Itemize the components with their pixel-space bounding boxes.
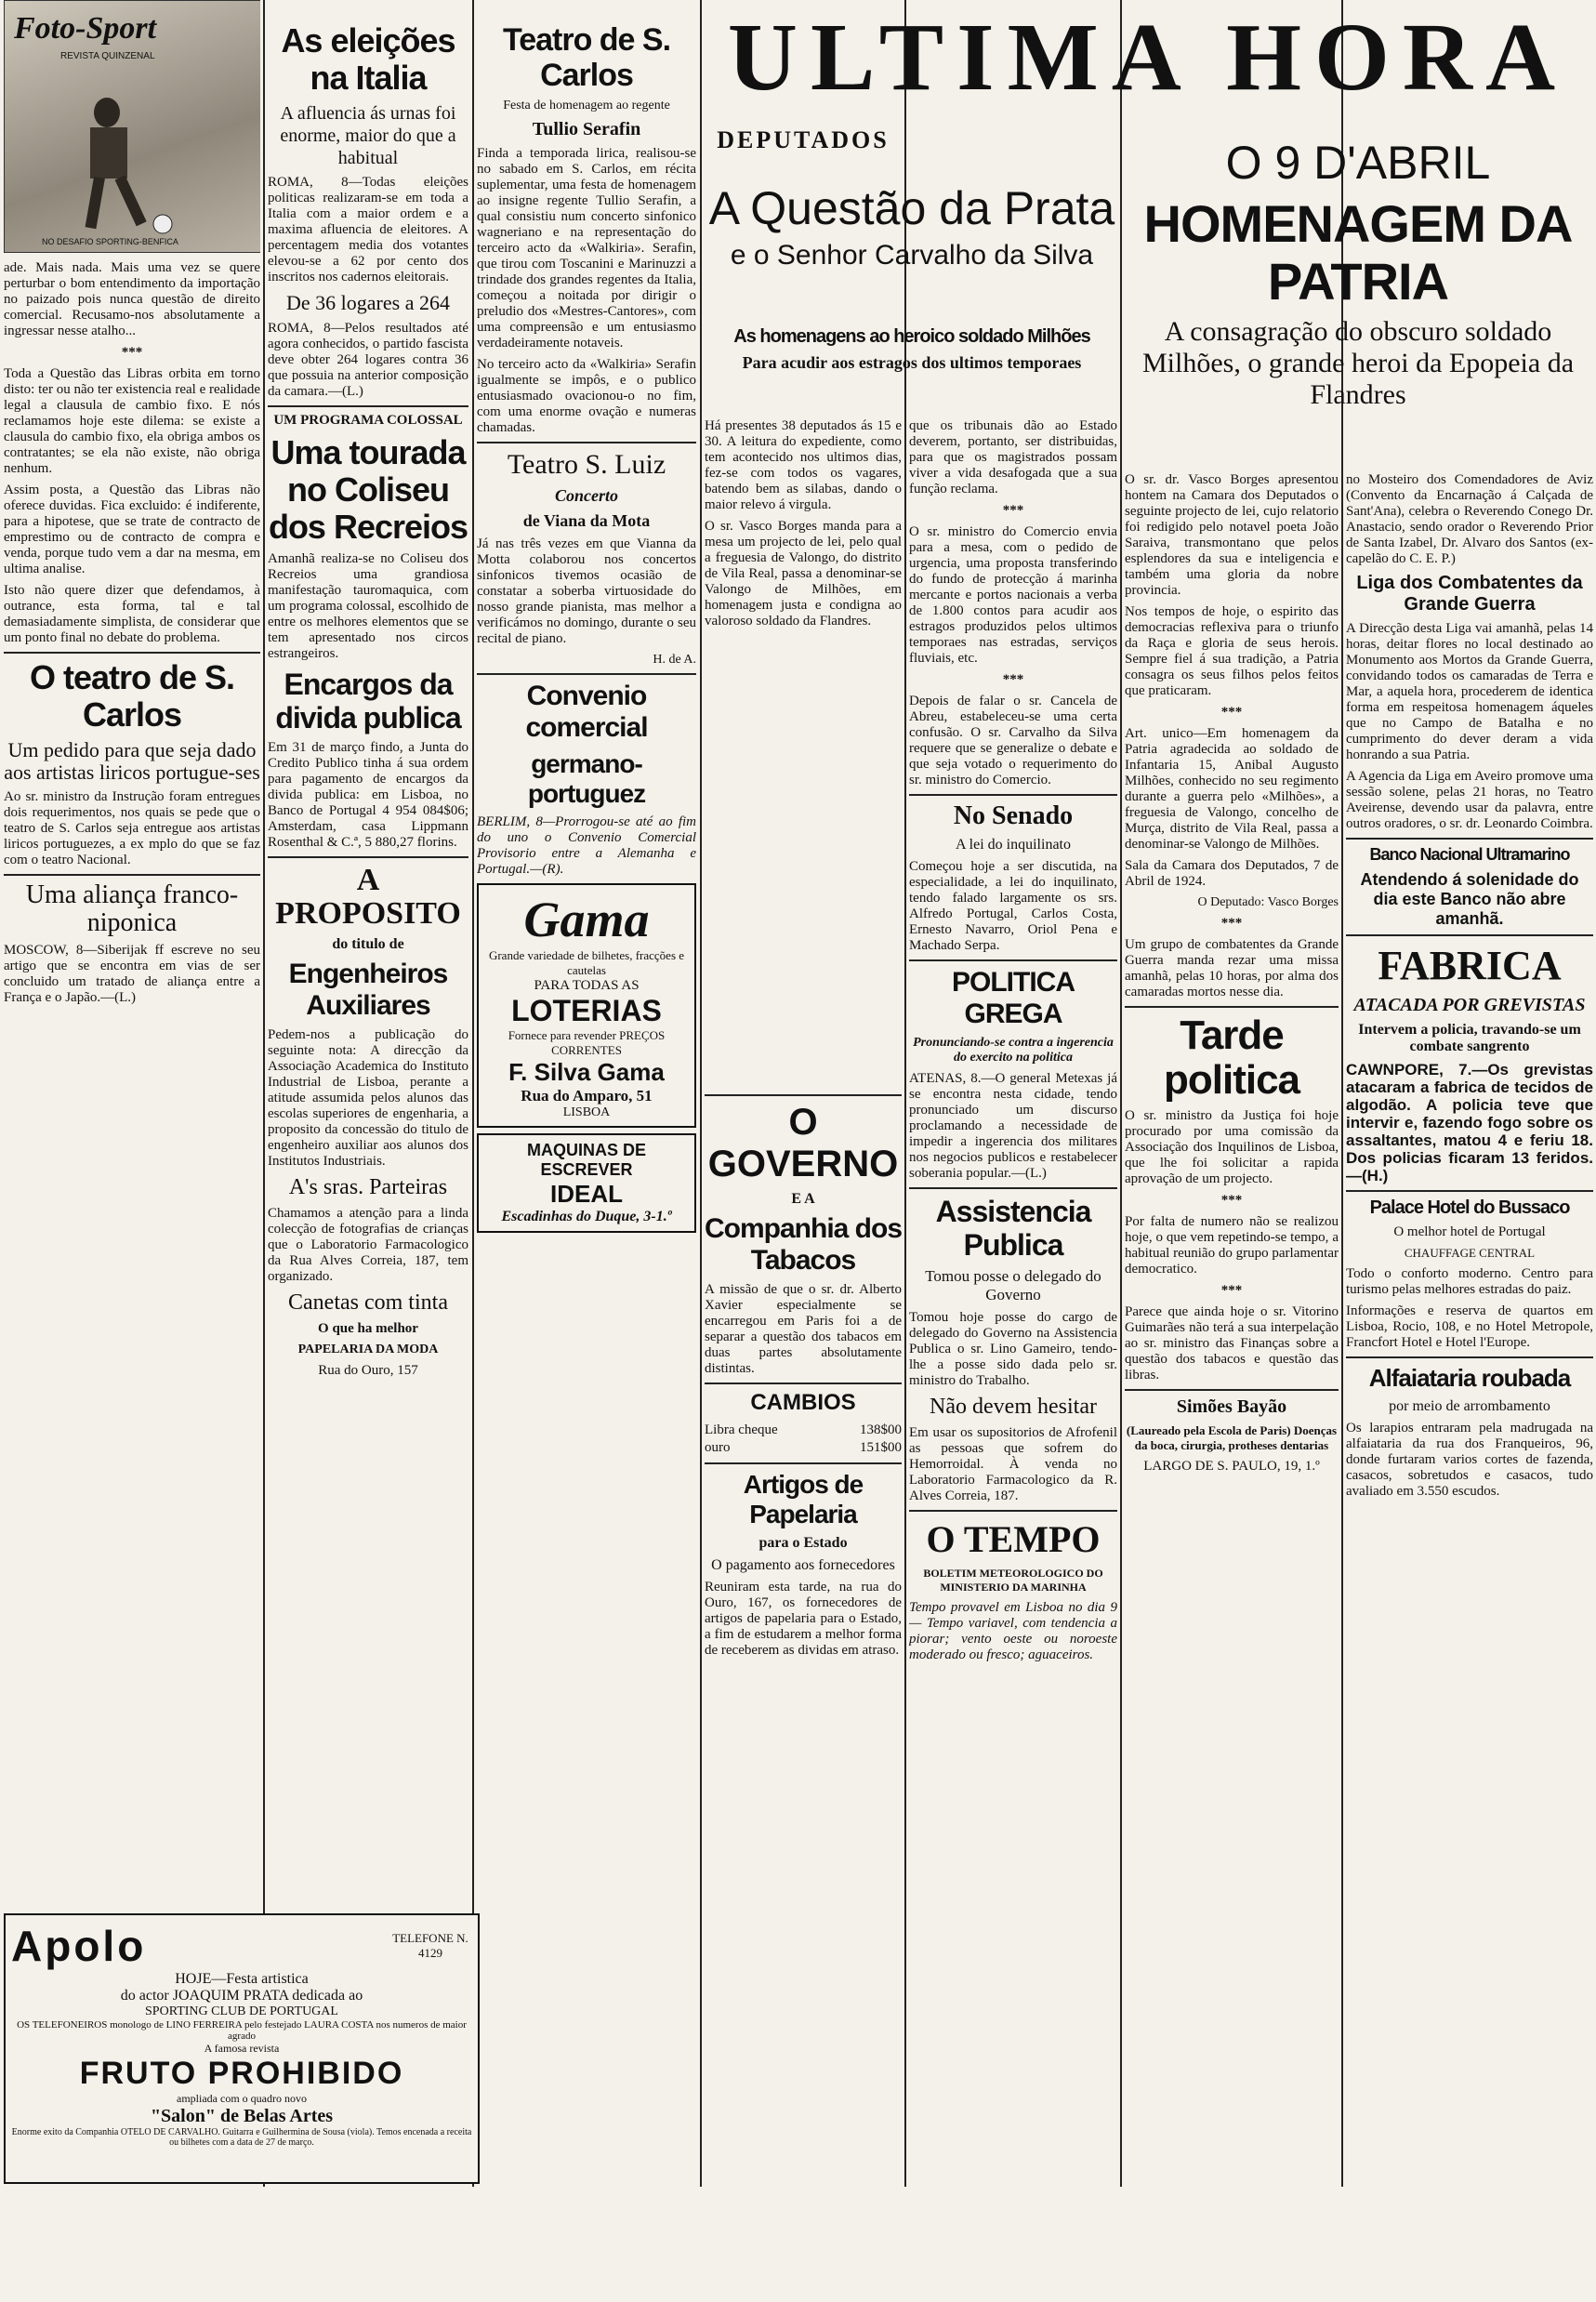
- divider: [268, 856, 468, 858]
- article-text: Isto não quere dizer que defendamos, à outrance, esta forma, tal e tal demasiadamente simplista, de considerar que um ponto final no debate do problema.: [4, 583, 260, 645]
- signature: O Deputado: Vasco Borges: [1197, 895, 1339, 909]
- subheadline: e o Senhor Carvalho da Silva: [730, 240, 1094, 271]
- headline: Artigos de Papelaria: [743, 1470, 864, 1528]
- divider: [1125, 1006, 1339, 1008]
- separator: ***: [1220, 916, 1243, 931]
- article-text: Em usar os supositorios de Afrofenil as pessoas que sofrem do Hemorroidal. À venda no Laboratorio Farmacologico da R. Alves Correia, 187.: [909, 1425, 1117, 1503]
- divider: [705, 1383, 902, 1384]
- headline: Teatro S. Luiz: [507, 449, 666, 480]
- column-rule: [263, 0, 265, 2187]
- prata-header: [705, 177, 1119, 307]
- headline: Uma aliança franco-niponica: [25, 880, 239, 937]
- article-text: que os tribunais dão ao Estado deverem, portanto, ser distribuidas, para que os magistrados possam viver a vida desafogada que a sua função reclama.: [909, 418, 1117, 496]
- ad-line: LISBOA: [562, 1105, 611, 1119]
- divider: [477, 442, 696, 443]
- article-text: O sr. ministro do Comercio envia para a mesa, com o pedido de urgencia, uma proposta transferindo do fundo de protecção á marinha mercante e portos nacionais a verba de 1.800 contos para acudir aos estragos produzidos pelos ultimos temporaes nas estradas, serviços fluviais, etc.: [909, 524, 1117, 666]
- divider: [1125, 1389, 1339, 1391]
- divider: [909, 959, 1117, 961]
- divider: [1346, 1356, 1593, 1358]
- subheadline: de Viana da Mota: [522, 511, 651, 530]
- gama-ad: [477, 883, 696, 1128]
- cambio-value: 151$00: [860, 1440, 902, 1455]
- headline: A PROPOSITO: [275, 863, 461, 931]
- article-text: Os larapios entraram pela madrugada na alfaiataria da rua dos Franqueiros, 96, donde furtaram varios cortes de fazenda, casacos, sobretudos e casacos, tudo avaliado em 3.550 escudos.: [1346, 1421, 1593, 1499]
- headline: Canetas com tinta: [288, 1290, 448, 1315]
- photo-caption: NO DESAFIO SPORTING-BENFICA: [42, 237, 178, 246]
- article-text: Começou hoje a ser discutida, na especialidade, a lei do inquilinato, tendo falado largamente os srs. Alfredo Portugal, Carlos Costa, Ernesto Navarro, Oriol Pena e Machado Serpa.: [909, 859, 1117, 953]
- divider: [909, 794, 1117, 796]
- cambio-label: ouro: [705, 1440, 731, 1455]
- subheadline: Para acudir aos estragos dos ultimos temporaes: [742, 353, 1082, 372]
- divider: [4, 874, 260, 876]
- ad-line: PAPELARIA DA MODA: [297, 1343, 439, 1356]
- subheadline: Um pedido para que seja dado aos artistas liricos portugue-ses: [4, 738, 260, 784]
- subheadline: O pagamento aos fornecedores: [711, 1557, 895, 1573]
- maquinas-ad: [477, 1133, 696, 1233]
- article-text: Ao sr. ministro da Instrução foram entregues dois requerimentos, nos quais se pede que o teatro de S. Carlos seja entregue aos artistas liricos portuguezes, a ex mplo do que se faz com o teatro Nacional.: [4, 789, 260, 867]
- column-2: [268, 0, 468, 1904]
- separator: ***: [1220, 1193, 1243, 1208]
- article-text: CAWNPORE, 7.—Os grevistas atacaram a fabrica de tecidos de algodão. A policia teve que intervir e, fazendo fogo sobre os assaltantes, matou 4 e feriu 18. Dos policias ficaram 13 feridos.—(H.): [1346, 1061, 1593, 1184]
- subheadline: Atendendo á solenidade do dia este Banco não abre amanhã.: [1360, 870, 1579, 928]
- article-text: O sr. ministro da Justiça foi hoje procurado por uma comissão da Associação dos Inquilinos de Lisboa, que lhe foi solicitar a rapida aprovação de um projecto.: [1125, 1108, 1339, 1186]
- kicker: UM PROGRAMA COLOSSAL: [273, 413, 463, 428]
- article-text: Nos tempos de hoje, o espirito das democracias reflexiva para o triunfo da Raça e gloria de seus herois. Sempre fiel á sua tradição, a Patria consagra os seus filhos pelos feitos que praticaram.: [1125, 604, 1339, 698]
- ad-line: O que ha melhor: [318, 1321, 418, 1336]
- table-row: [705, 1422, 902, 1439]
- headline: As homenagens ao heroico soldado Milhões: [733, 326, 1090, 347]
- signature: H. de A.: [653, 653, 696, 667]
- ad-line: FRUTO PROHIBIDO: [79, 2056, 404, 2091]
- ad-line: (Laureado pela Escola de Paris) Doenças da boca, cirurgia, protheses dentarias: [1126, 1423, 1338, 1452]
- subheadline: do titulo de: [332, 936, 404, 952]
- ad-line: Enorme exito da Companhia OTELO DE CARVALHO. Guitarra e Guilhermina de Sousa (viola). Temos encenada a receita ou bilhetes com a data de 27 de março.: [11, 2127, 472, 2148]
- column-5: [909, 418, 1117, 2185]
- divider: [909, 1510, 1117, 1512]
- subheadline: A afluencia ás urnas foi enorme, maior do que a habitual: [280, 103, 456, 168]
- headline: De 36 logares a 264: [286, 291, 450, 314]
- headline: Assistencia Publica: [935, 1195, 1091, 1262]
- article-text: Parece que ainda hoje o sr. Vitorino Guimarães não terá a sua interpelação ao sr. ministro das Finanças sobre a questão dos tabacos e questão das libras.: [1125, 1304, 1339, 1383]
- ad-line: Rua do Amparo, 51: [521, 1087, 653, 1105]
- column-6: [1125, 472, 1339, 2187]
- article-text: Um grupo de combatentes da Grande Guerra manda rezar uma missa amanhã, pelas 10 horas, por alma dos camaradas mortos nesse dia.: [1125, 937, 1339, 999]
- subheadline: Tomou posse o delegado do Governo: [925, 1267, 1101, 1303]
- sport-tag: REVISTA QUINZENAL: [60, 51, 155, 61]
- masthead-title: ULTIMA HORA: [727, 4, 1569, 111]
- subheadline: CHAUFFAGE CENTRAL: [1404, 1246, 1536, 1260]
- gama-logo: Gama: [523, 892, 650, 947]
- headline: O teatro de S. Carlos: [29, 658, 235, 734]
- article-text: Sala da Camara dos Deputados, 7 de Abril de 1924.: [1125, 858, 1339, 889]
- article-text: BERLIM, 8—Prorrogou-se até ao fim do uno o Convenio Comercial Provisorio entre a Alemanha e Portugal.—(R).: [477, 814, 696, 877]
- article-text: ROMA, 8—Todas eleições politicas realizaram-se em toda a Italia com a maior ordem e a maxima afluencia de eleitores. A percentagem media dos votantes elevou-se a 62 por cento dos inscritos nos cadernos eleitorais.: [268, 175, 468, 284]
- subheadline: BOLETIM METEOROLOGICO DO MINISTERIO DA MARINHA: [923, 1567, 1103, 1594]
- divider: [477, 673, 696, 675]
- article-text: MOSCOW, 8—Siberijak ff escreve no seu artigo que se encontra em vias de ser concluido um tratado de aliança entre a França e o Japão.—(L.): [4, 943, 260, 1005]
- headline: germano-portuguez: [527, 749, 646, 808]
- headline: A's sras. Parteiras: [288, 1175, 448, 1199]
- subheadline: Concerto: [554, 486, 618, 505]
- article-text: ade. Mais nada. Mais uma vez se quere perturbar o bom entendimento da importação no paizado pois nunca questão de direito comercial. Recusamo-nos absolutamente a ingressar nesse atalho...: [4, 260, 260, 338]
- subheadline: para o Estado: [758, 1535, 848, 1551]
- article-text: Assim posta, a Questão das Libras não oferece duvidas. Fica excluido: é indiferente, para a hipotese, que se trate de contracto de emprestimo ou de contracto de compra e venda, porque tudo vem a dar na mesma, em ultima analise.: [4, 483, 260, 576]
- separator: ***: [1002, 672, 1024, 687]
- column-rule: [1120, 0, 1122, 2187]
- article-text: Por falta de numero não se realizou hoje, o que vem repetindo-se tempo, a habitual reunião do grupo parlamentar democratico.: [1125, 1214, 1339, 1277]
- article-text: Finda a temporada lirica, realisou-se no sabado em S. Carlos, em récita suplementar, uma festa de homenagem ao insigne regente Tullio Serafin, a qual consistiu num concerto sinfonico wagneriano e na representação do terceiro acto da «Walkiria». Serafin, que tirou com Toscanini e Marinuzzi a trindade dos grandes regentes da Italia, começou a noitada por dirigir o preludio dos «Mestres-Cantores», com uma compreensão e um entusiasmo verdadeiramente notaveis.: [477, 146, 696, 351]
- ad-line: PARA TODAS AS: [534, 978, 640, 993]
- ad-line: F. Silva Gama: [508, 1058, 665, 1086]
- headline: A Questão da Prata: [708, 182, 1115, 234]
- column-4-body: [705, 418, 902, 2185]
- divider: [1346, 838, 1593, 840]
- homenagens-header: [705, 321, 1119, 432]
- subheadline: A consagração do obscuro soldado Milhões, o grande heroi da Epopeia da Flandres: [1141, 316, 1575, 410]
- ad-line: SPORTING CLUB DE PORTUGAL: [145, 2004, 338, 2018]
- divider: [705, 1094, 902, 1096]
- cambio-label: Libra cheque: [705, 1422, 778, 1437]
- separator: ***: [1220, 705, 1243, 720]
- footballer-image: [5, 1, 260, 252]
- headline: Convenio comercial: [525, 681, 648, 743]
- headline: Engenheiros Auxiliares: [288, 959, 448, 1021]
- headline: O GOVERNO: [707, 1102, 899, 1184]
- column-3: [477, 0, 696, 2187]
- article-text: Chamamos a atenção para a linda colecção de fotografias de crianças que o Laboratorio Farmacologico da Rua Alves Correia, 187, tem organizado.: [268, 1206, 468, 1284]
- article-text: Há presentes 38 deputados ás 15 e 30. A leitura do expediente, como tem acontecido nos ultimos dias, fez-se com todos os vagares, batendo bem as silabas, dando o maior relevo á virgula.: [705, 418, 902, 512]
- divider: [909, 1187, 1117, 1189]
- article-text: ROMA, 8—Pelos resultados até agora conhecidos, o partido fascista deve obter 264 logares contra 36 que possuia na anterior composição da camara.—(L.): [268, 321, 468, 399]
- cambio-value: 138$00: [860, 1422, 902, 1437]
- article-text: Tempo provavel em Lisboa no dia 9 — Tempo variavel, com tendencia a piorar; vento oeste ou noroeste moderado ou fresco; aguaceiros.: [909, 1600, 1117, 1662]
- article-text: ATENAS, 8.—O general Metexas já se encontra nesta cidade, tendo pronunciado um discurso proclamando a necessidade de impedir a ingerencia dos militares nos negocios publicos e restabelecer soberania popular.—(L.): [909, 1071, 1117, 1181]
- headline: HOMENAGEM DA PATRIA: [1143, 194, 1573, 311]
- article-text: Amanhã realiza-se no Coliseu dos Recreios uma grandiosa manifestação tauromaquica, com um programa colossal, escolhido de entre os melhores elementos que se tem apresentado nos circos estrangeiros.: [268, 551, 468, 661]
- separator: ***: [1002, 503, 1024, 518]
- cambios-table: [705, 1422, 902, 1457]
- article-text: O sr. dr. Vasco Borges apresentou hontem na Camara dos Deputados o seguinte projecto de lei, cujo relatorio foi redigido pelo notavel poeta João Saraiva, transmontano que pelos esplendores da sua e inteligencia e também uma gloria da nobre provincia.: [1125, 472, 1339, 598]
- subheadline: Pronunciando-se contra a ingerencia do exercito na politica: [913, 1036, 1114, 1065]
- separator: ***: [121, 345, 143, 360]
- ad-line: Grande variedade de bilhetes, fracções e cautelas: [488, 948, 685, 977]
- ad-line: HOJE—Festa artistica: [175, 1971, 309, 1987]
- homenagem-header: [1123, 130, 1593, 465]
- ad-line: MAQUINAS DE ESCREVER: [526, 1141, 646, 1179]
- kicker: E A: [791, 1191, 815, 1207]
- headline: Teatro de S. Carlos: [502, 22, 671, 93]
- headline: Companhia dos Tabacos: [705, 1213, 902, 1276]
- headline: As eleições na Italia: [281, 21, 455, 97]
- ad-line: Fornece para revender PREÇOS CORRENTES: [508, 1028, 666, 1057]
- ad-line: LOTERIAS: [511, 994, 662, 1027]
- subheadline: Tullio Serafin: [532, 119, 641, 139]
- column-7: [1346, 472, 1593, 2187]
- article-text: O sr. Vasco Borges manda para a mesa um projecto de lei, pelo qual a freguesia de Valongo, do distrito de Vila Real, passa a denominar-se Valongo de Milhões, em homenagem justa e condigna ao valoroso soldado da Flandres.: [705, 519, 902, 628]
- article-text: Todo o conforto moderno. Centro para turismo pelas melhores estradas do paiz.: [1346, 1266, 1593, 1297]
- ad-line: A famosa revista: [204, 2042, 280, 2055]
- ad-line: LARGO DE S. PAULO, 19, 1.º: [1143, 1459, 1320, 1474]
- column-1: [4, 0, 260, 1904]
- ad-line: do actor JOAQUIM PRATA dedicada ao: [120, 1988, 363, 2004]
- divider: [705, 1462, 902, 1464]
- subheadline: por meio de arrombamento: [1389, 1398, 1550, 1414]
- article-text: A missão de que o sr. dr. Alberto Xavier especialmente se encarregou em Paris foi a de separar a questão dos tabacos em duas partes absolutamente distintas.: [705, 1282, 902, 1376]
- headline: Alfaiataria roubada: [1368, 1364, 1571, 1392]
- headline: Liga dos Combatentes da Grande Guerra: [1356, 573, 1583, 615]
- subheadline: A lei do inquilinato: [956, 837, 1071, 853]
- article-text: Em 31 de março findo, a Junta do Credito Publico tinha á sua ordem para pagamento de encargos da divida publica: em Lisboa, no Banco de Portugal 4 954 084$06; Amsterdam, casa Lippmann Rosenthal & C.ª, 5 880,27 florins.: [268, 740, 468, 850]
- divider: [268, 405, 468, 407]
- headline: Tarde politica: [1163, 1012, 1300, 1103]
- headline: Palace Hotel do Bussaco: [1369, 1197, 1570, 1218]
- column-rule: [472, 0, 474, 2187]
- article-text: Art. unico—Em homenagem da Patria agradecida ao soldado de Infantaria 15, Anibal Augusto Milhões, conhecido no seu regimento durante a guerra pelo «Milhões», a freguesia de Valongo, concelho de Murça, distrito de Vila Real, passa a denominar-se Valongo de Milhões.: [1125, 726, 1339, 852]
- article-text: Pedem-nos a publicação do seguinte nota: A direcção da Associação Academica do Instituto Industrial de Lisboa, perante a atitude assumida pelos alunos das escolas superiores de engenharia, a proposito da concessão do titulo de engenheiro auxiliar aos alunos dos Institutos Industriais.: [268, 1027, 468, 1169]
- apolo-phone: TELEFONE N. 4129: [392, 1931, 468, 1960]
- article-text: A Agencia da Liga em Aveiro promove uma sessão solene, pelas 21 horas, no Teatro Aveirense, devendo usar da palavra, entre outros oradores, o sr. dr. Leonardo Coimbra.: [1346, 769, 1593, 831]
- ad-line: IDEAL: [550, 1180, 623, 1208]
- article-text: A Direcção desta Liga vai amanhã, pelas 14 horas, deitar flores no local destinado ao Monumento aos Mortos da Grande Guerra, convidando todos os camaradas de Terra e Mar, a aquela hora, procederem de identica forma em respeitosa homenagem áqueles que no Campo de Batalha e no cumprimento do dever deram a vida honrando a sua Patria.: [1346, 621, 1593, 762]
- subheadline: O melhor hotel de Portugal: [1393, 1224, 1546, 1239]
- article-text: no Mosteiro dos Comendadores de Aviz (Convento da Encarnação á Calçada de Sant'Ana), celebra o Reverendo Conego Dr. Anastacio, sendo orador o Reverendo Prior de Santa Izabel, Dr. Alvaro dos Santos (ex-capelão do C. E. P.): [1346, 472, 1593, 566]
- ad-line: Rua do Ouro, 157: [318, 1363, 418, 1378]
- divider: [1346, 934, 1593, 936]
- article-text: Depois de falar o sr. Cancela de Abreu, estabeleceu-se uma certa confusão. O sr. Carvalho da Silva requere que se generalize o debate e que seja votado o requerimento do sr. ministro do Comercio.: [909, 694, 1117, 787]
- headline: Uma tourada no Coliseu dos Recreios: [268, 433, 468, 546]
- ad-line: ampliada com o quadro novo: [177, 2092, 307, 2105]
- headline: POLITICA GREGA: [952, 967, 1075, 1029]
- apolo-ad: [4, 1913, 480, 2184]
- headline: Banco Nacional Ultramarino: [1369, 845, 1570, 864]
- article-text: No terceiro acto da «Walkiria» Serafin igualmente se impôs, e o publico entusiasmado ovacionou-o no fim, com uma enorme ovação e numeras chamadas.: [477, 357, 696, 435]
- apolo-name: Apolo: [11, 1922, 147, 1970]
- article-text: Informações e reserva de quartos em Lisboa, Rocio, 108, e no Hotel Metropole, Francfort Hotel e Hotel l'Europe.: [1346, 1303, 1593, 1350]
- ad-line: Escadinhas do Duque, 3-1.º: [501, 1209, 672, 1224]
- subheadline: Intervem a policia, travando-se um combate sangrento: [1358, 1022, 1581, 1054]
- ad-line: "Salon" de Belas Artes: [150, 2106, 334, 2126]
- article-text: Tomou hoje posse do cargo de delegado do Governo na Assistencia Publica o sr. Lino Gameiro, tendo-lhe a posse sido dada pelo sr. ministro do Trabalho.: [909, 1310, 1117, 1388]
- ad-line: OS TELEFONEIROS monologo de LINO FERREIRA pelo festejado LAURA COSTA nos numeros de maior agrado: [17, 2019, 467, 2042]
- headline: Encargos da divida publica: [275, 668, 461, 734]
- column-rule: [700, 0, 702, 2187]
- separator: ***: [1220, 1283, 1243, 1298]
- divider: [1346, 1190, 1593, 1192]
- article-text: Toda a Questão das Libras orbita em torno disto: ter ou não ter existencia real e realidade legal a clausula de cambio fixo. E nós reclamamos hoje este dilema: se existe a clausula do cambio fixo, ela obriga ambos os contratantes; se ela não existe, não obriga nenhum.: [4, 366, 260, 476]
- section-title: DEPUTADOS: [717, 126, 890, 153]
- article-text: Já nas três vezes em que Vianna da Motta colaborou nos concertos sinfonicos tivemos ocasião de constatar a soberba virtuosidade do nosso grande pianista, mas melhor a verificámos no domingo, durante o seu recital de piano.: [477, 536, 696, 646]
- sport-photo: [4, 0, 260, 253]
- divider: [4, 652, 260, 654]
- ad-line: Simões Bayão: [1176, 1396, 1287, 1417]
- article-text: Reuniram esta tarde, na rua do Ouro, 167, os fornecedores de artigos de papelaria para o Estado, a fim de estudarem a melhor forma de receberem as dividas em atraso.: [705, 1580, 902, 1658]
- headline: CAMBIOS: [750, 1390, 856, 1415]
- subheadline: ATACADA POR GREVISTAS: [1353, 995, 1586, 1015]
- sport-logo: Foto-Sport: [14, 11, 157, 46]
- kicker: Festa de homenagem ao regente: [503, 99, 670, 112]
- headline: No Senado: [953, 801, 1074, 830]
- table-row: [705, 1439, 902, 1457]
- headline: FABRICA: [1378, 943, 1562, 988]
- headline: Não devem hesitar: [930, 1395, 1097, 1419]
- headline: O TEMPO: [926, 1518, 1101, 1560]
- headline: O 9 D'ABRIL: [1225, 137, 1491, 189]
